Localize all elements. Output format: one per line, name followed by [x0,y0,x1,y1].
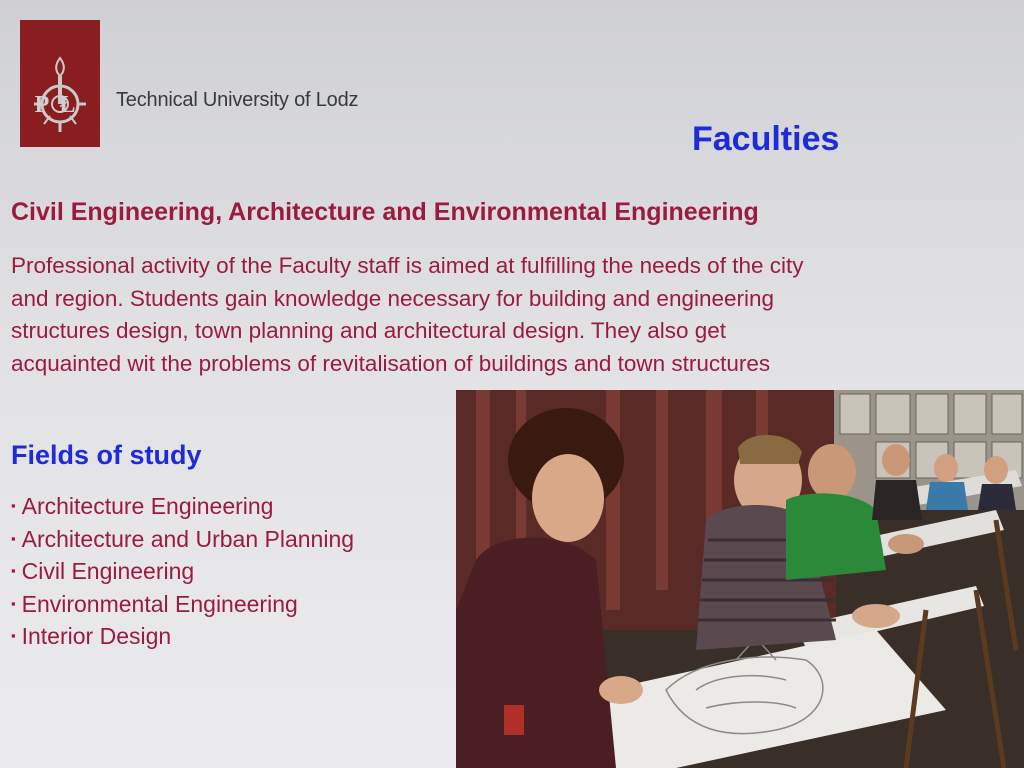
bullet-icon: ▪ [11,530,16,546]
fields-of-study-heading: Fields of study [11,440,202,470]
field-label: Environmental Engineering [21,590,298,617]
faculty-description [11,250,1011,380]
description-line: structures design, town planning and architectural design. They also get [11,318,727,343]
bullet-icon: ▪ [11,563,16,578]
field-label: Civil Engineering [21,558,195,584]
bullet-icon: ▪ [11,498,16,513]
page-title: Faculties [692,120,840,158]
students-drawing-photo [456,390,1024,768]
university-logo [20,20,100,147]
faculty-name: Civil Engineering, Architecture and Environmental Engineering [11,198,759,226]
field-label: Interior Design [21,623,172,649]
bullet-icon: ▪ [11,595,16,611]
list-item [11,555,354,588]
logo-monogram: PŁ [34,92,86,118]
list-item [11,620,354,653]
logo-emblem-icon [20,20,100,147]
photo-illustration [456,390,1024,768]
list-item [11,490,354,523]
university-name: Technical University of Lodz [116,89,359,111]
list-item [11,588,354,621]
field-label: Architecture and Urban Planning [21,525,355,552]
description-line: acquainted wit the problems of revitalisation of buildings and town structures [11,350,771,376]
description-line: and region. Students gain knowledge necessary for building and engineering [11,285,775,311]
fields-of-study-list [11,490,354,653]
bullet-icon: ▪ [11,628,16,643]
field-label: Architecture Engineering [21,493,274,519]
description-line: Professional activity of the Faculty staff is aimed at fulfilling the needs of the city [11,253,804,278]
list-item [11,523,354,556]
